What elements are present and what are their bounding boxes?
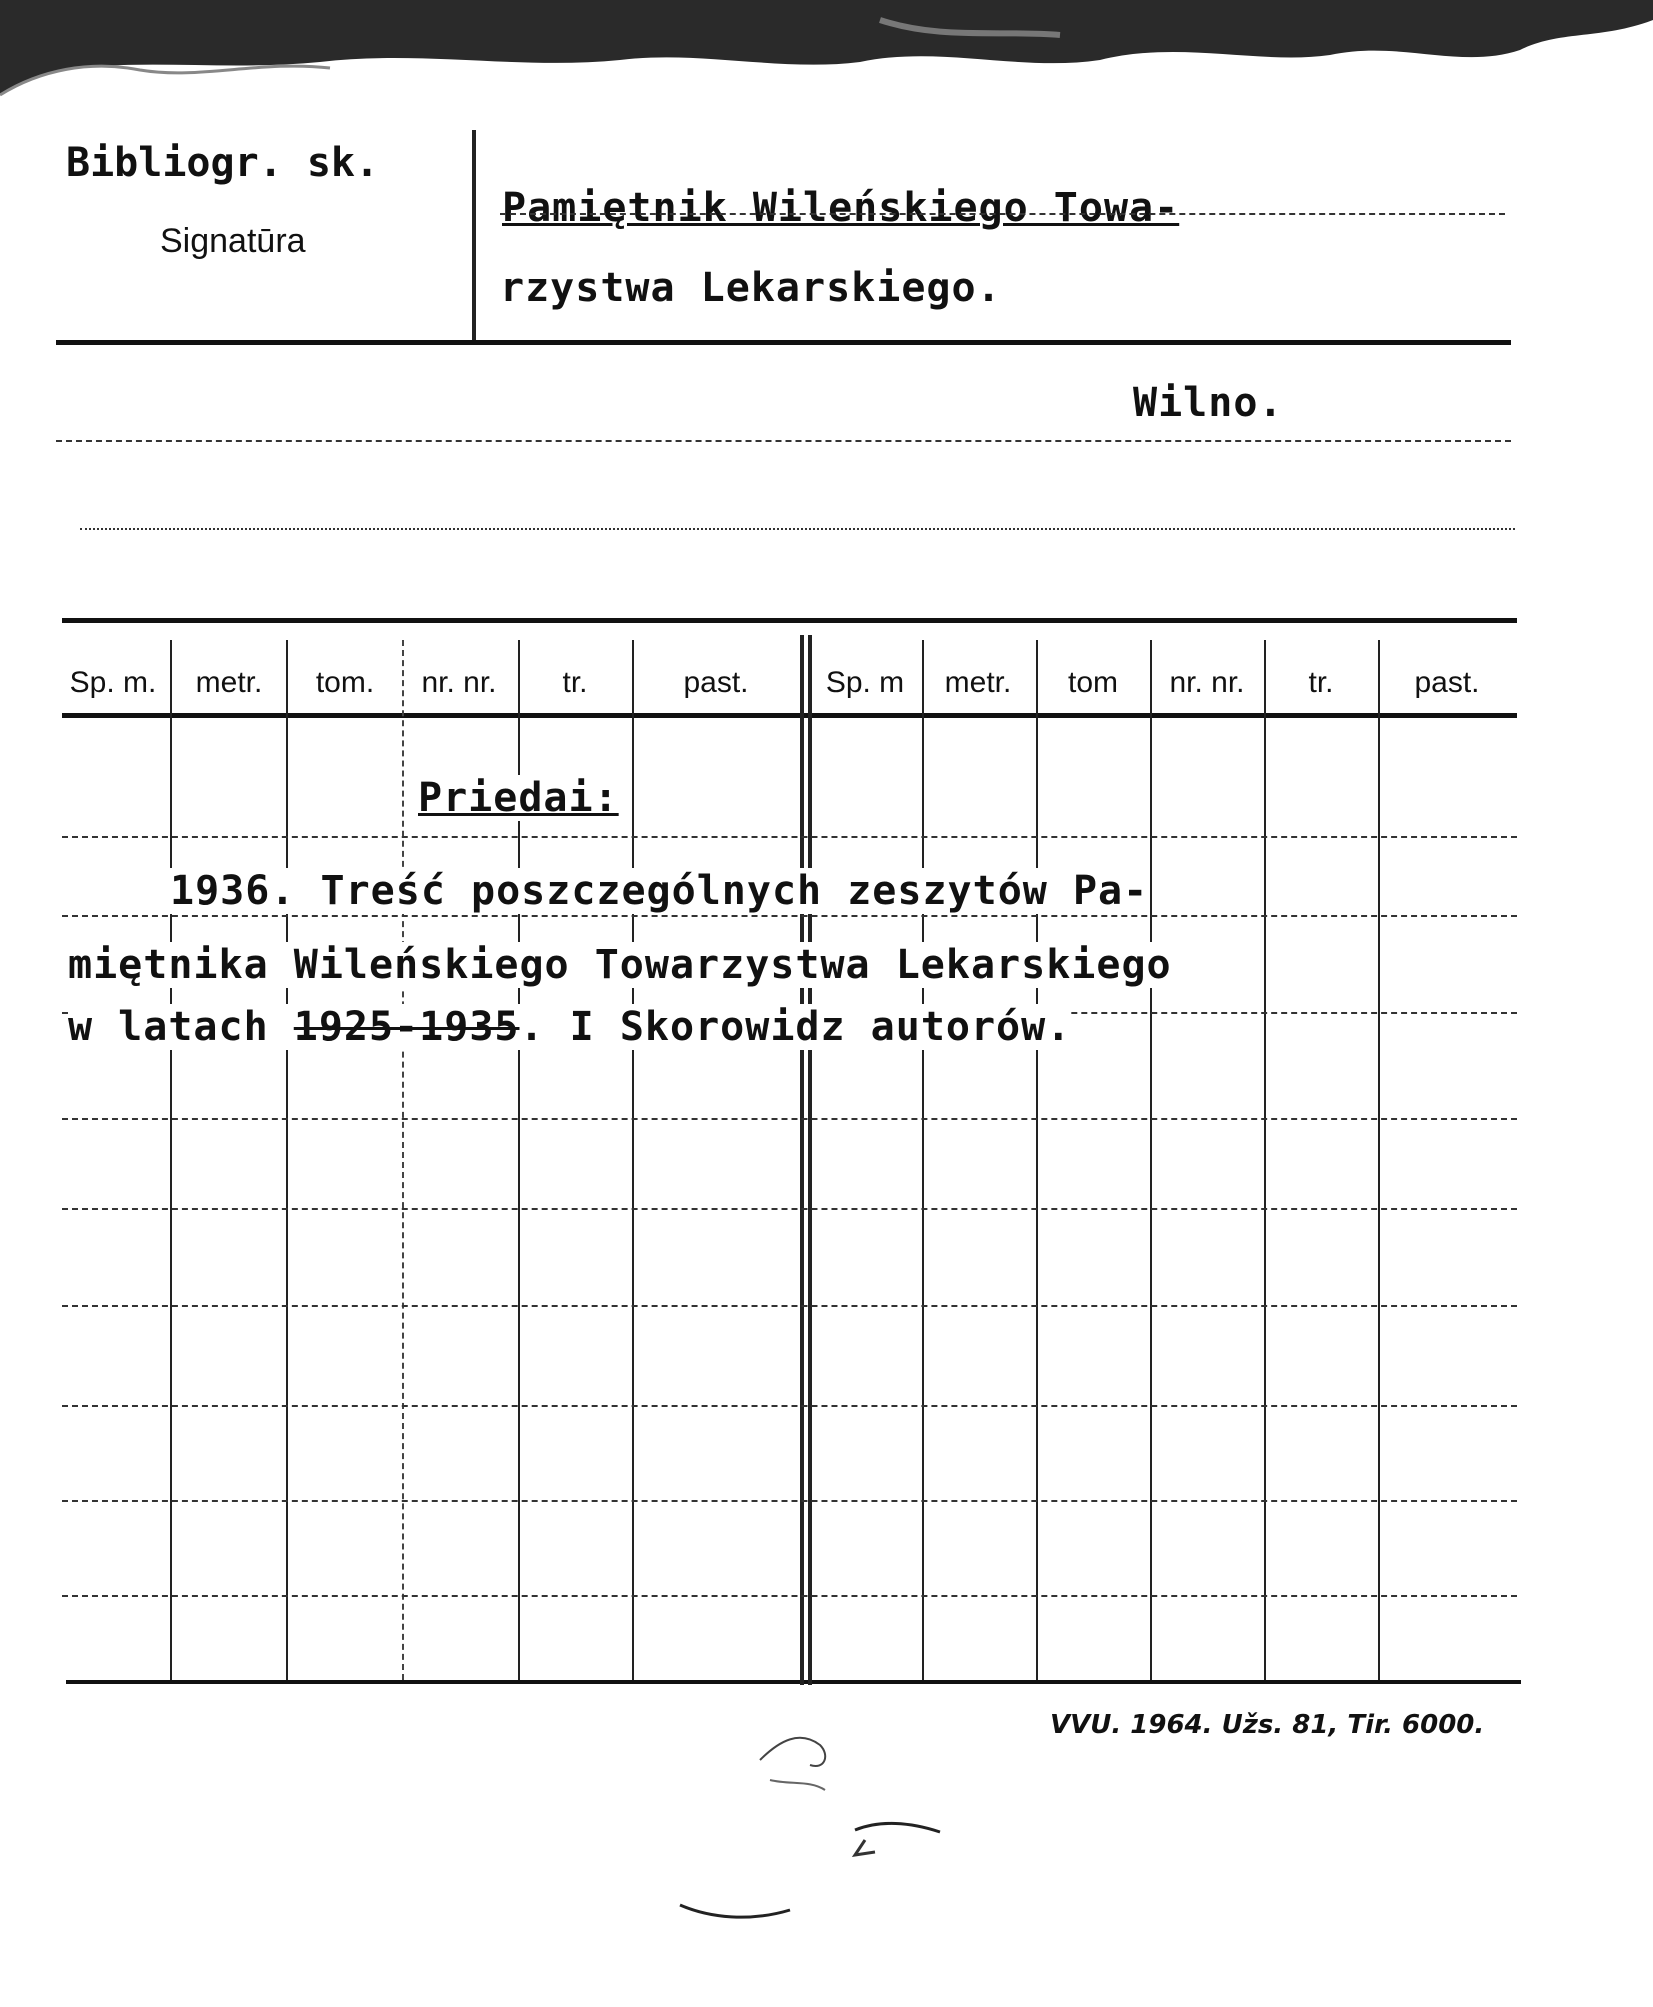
torn-edge-decoration [0,0,1653,110]
col-past-left: past. [683,666,749,699]
row-rule [62,915,1517,917]
place: Wilno. [1133,380,1284,426]
col-nr-right: nr. nr. [1169,666,1245,699]
col-divider [402,640,404,1680]
col-divider [632,640,634,1680]
col-divider [922,640,924,1680]
body-years: 1925-1935 [293,1004,520,1050]
col-metr-right: metr. [944,666,1012,699]
table-top-rule [62,618,1517,623]
center-double-divider [800,635,804,1685]
row-rule [62,1305,1517,1307]
row-rule [62,1405,1517,1407]
header-rule [56,340,1511,345]
col-sp-m-left: Sp. m. [69,666,157,699]
col-divider [170,640,172,1680]
col-divider [1150,640,1152,1680]
body-line-2: miętnika Wileńskiego Towarzystwa Lekarskiego [68,942,1172,988]
col-tom-left: tom. [315,666,375,699]
col-divider [1264,640,1266,1680]
col-divider [1378,640,1380,1680]
col-tr-left: tr. [562,666,588,699]
title-rule-1 [500,213,1505,215]
blank-rule [80,528,1515,530]
body-line-3-start: w latach [68,1004,294,1050]
title-line-2: rzystwa Lekarskiego. [500,265,1002,311]
signature-label: Signatūra [160,222,306,260]
col-tom-right: tom [1067,666,1118,699]
body-line-3 [68,1004,1071,1050]
place-rule [56,440,1511,442]
col-nr-left: nr. nr. [421,666,497,699]
col-tr-right: tr. [1308,666,1334,699]
shelfmark: Bibliogr. sk. [66,140,380,186]
table-bottom-rule [66,1680,1521,1684]
col-metr-left: metr. [195,666,263,699]
table-header-rule [62,713,1517,718]
center-double-divider [808,635,812,1685]
col-divider [286,640,288,1680]
row-rule [62,1500,1517,1502]
row-rule [62,1208,1517,1210]
col-sp-m-right: Sp. m [825,666,905,699]
row-rule [62,836,1517,838]
title-line-1: Pamiętnik Wileńskiego Towa- [502,185,1180,231]
col-divider [1036,640,1038,1680]
col-past-right: past. [1414,666,1480,699]
printer-note: VVU. 1964. Užs. 81, Tir. 6000. [1050,1710,1485,1740]
row-rule [62,1595,1517,1597]
body-line-1: 1936. Treść poszczególnych zeszytów Pa- [170,868,1149,914]
body-heading: Priedai: [418,775,619,821]
header-divider [472,130,476,340]
pen-marks-decoration [650,1690,970,1950]
body-line-3-end: . I Skorowidz autorów. [519,1004,1072,1050]
row-rule [62,1118,1517,1120]
